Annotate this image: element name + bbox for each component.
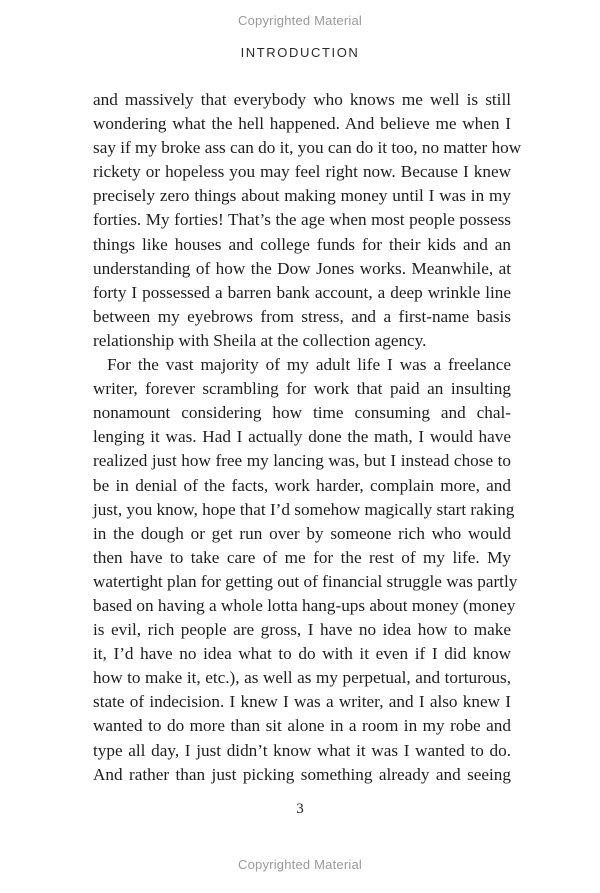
text-line: and massively that everybody who knows me well is still	[93, 90, 511, 109]
text-line: writer, forever scrambling for work that paid an insulting	[93, 379, 511, 399]
text-line: how to make it, etc.), as well as my perpetual, and torturous,	[93, 668, 511, 688]
text-line: things like houses and college funds for their kids and an	[93, 234, 511, 254]
text-line: precisely zero things about making money until I was in my	[93, 186, 511, 206]
text-line: be in denial of the facts, work harder, complain more, and	[93, 475, 511, 495]
text-line: between my eyebrows from stress, and a first-name basis	[93, 306, 511, 326]
text-line: forties. My forties! That’s the age when most people possess	[93, 210, 511, 230]
text-line: lenging it was. Had I actually done the math, I would have	[93, 427, 511, 447]
text-line: is evil, rich people are gross, I have no idea how to make	[93, 620, 511, 640]
text-line: forty I possessed a barren bank account, a deep wrinkle line	[93, 282, 511, 302]
text-line: it, I’d have no idea what to do with it even if I did know	[93, 644, 511, 664]
paragraph-2	[93, 353, 518, 787]
text-line: realized just how free my lancing was, but I instead chose to	[93, 451, 511, 471]
text-line: just, you know, hope that I’d somehow magically start raking	[93, 499, 515, 519]
text-line: in the dough or get run over by someone rich who would	[93, 523, 511, 543]
text-line: For the vast majority of my adult life I was a freelance	[107, 355, 511, 375]
text-line: understanding of how the Dow Jones works. Meanwhile, at	[93, 258, 511, 278]
copyright-watermark-bottom: Copyrighted Material	[238, 857, 362, 872]
copyright-watermark-top: Copyrighted Material	[238, 13, 362, 28]
text-line: wanted to do more than sit alone in a room in my robe and	[93, 716, 511, 736]
text-line: nonamount considering how time consuming and chal-	[93, 403, 511, 423]
body-text	[93, 88, 522, 787]
text-line: And rather than just picking something already and seeing	[93, 764, 511, 784]
page-number: 3	[296, 801, 304, 817]
paragraph-1	[93, 88, 522, 353]
text-line: relationship with Sheila at the collection agency.	[93, 330, 427, 350]
text-line: type all day, I just didn’t know what it was I wanted to do.	[93, 740, 511, 760]
text-line: then have to take care of me for the rest of my life. My	[93, 547, 511, 567]
text-line: say if my broke ass can do it, you can do it too, no matter how	[93, 138, 522, 158]
text-line: state of indecision. I knew I was a writer, and I also knew I	[93, 692, 511, 712]
text-line: wondering what the hell happened. And believe me when I	[93, 114, 511, 134]
text-line: watertight plan for getting out of financial struggle was partly	[93, 571, 518, 591]
text-line: rickety or hopeless you may feel right now. Because I knew	[93, 162, 511, 182]
text-line: based on having a whole lotta hang-ups about money (money	[93, 595, 516, 615]
running-head: INTRODUCTION	[240, 45, 360, 60]
